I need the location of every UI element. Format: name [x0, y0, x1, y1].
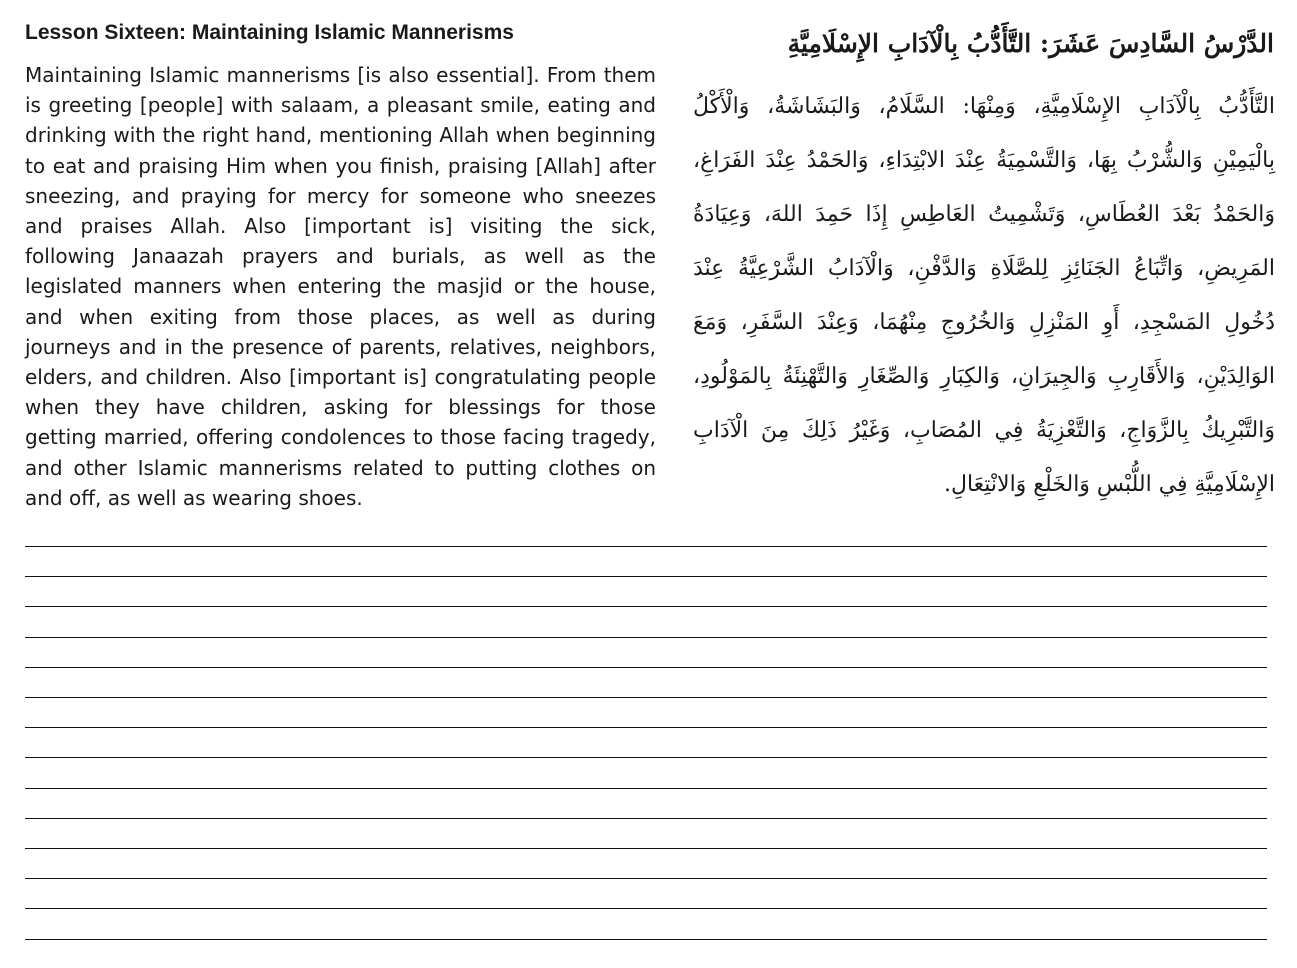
english-lesson-title: Lesson Sixteen: Maintaining Islamic Mannerisms: [25, 21, 514, 44]
writing-line: [25, 818, 1267, 819]
writing-line: [25, 697, 1267, 698]
writing-line: [25, 727, 1267, 728]
writing-line: [25, 667, 1267, 668]
writing-line: [25, 637, 1267, 638]
writing-line: [25, 576, 1267, 577]
writing-line: [25, 606, 1267, 607]
arabic-lesson-title: الدَّرْسُ السَّادِسَ عَشَرَ: التَّأَدُّبُ بِالْآدَابِ الإِسْلَامِيَّةِ: [787, 29, 1274, 58]
writing-lines: [25, 0, 1267, 968]
writing-line: [25, 788, 1267, 789]
writing-line: [25, 939, 1267, 940]
writing-line: [25, 546, 1267, 547]
writing-line: [25, 878, 1267, 879]
english-lesson-text: Maintaining Islamic mannerisms [is also essential]. From them is greeting [people] with salaam, a pleasant smile, eating and drinking with the right hand, mentioning Allah when beginning to eat and praising Him when you finish, praising [Allah] after sneezing, and praying for mercy for someone who sneezes and praises Allah. Also [important is] visiting the sick, following Janaazah prayers and burials, as well as the legislated manners when entering the masjid or the house, and when exiting from those places, as well as during journeys and in the presence of parents, relatives, neighbors, elders, and children. Also [important is] congratulating people when they have children, asking for blessings for those getting married, offering condolences to those facing tragedy, and other Islamic mannerisms related to putting clothes on and off, as well as wearing shoes.: [25, 63, 656, 510]
arabic-lesson-text: التَّأَدُّبُ بِالْآدَابِ الإِسْلَامِيَّةِ، وَمِنْهَا: السَّلَامُ، وَالبَشَاشَةُ، وَالْأَكْلُ بِالْيَمِيْنِ وَالشُّرْبُ بِهَا، وَالتَّسْمِيَةُ عِنْدَ الابْتِدَاءِ، وَالحَمْدُ عِنْدَ الفَرَاغِ، وَالحَمْدُ بَعْدَ العُطَاسِ، وَتَشْمِيتُ العَاطِسِ إِذَا حَمِدَ اللهَ، وَعِيَادَةُ المَرِيضِ، وَاتِّبَاعُ الجَنَائِزِ لِلصَّلَاةِ وَالدَّفْنِ، وَالْآدَابُ الشَّرْعِيَّةُ عِنْدَ دُخُولِ المَسْجِدِ، أَوِ المَنْزِلِ وَالخُرُوجِ مِنْهُمَا، وَعِنْدَ السَّفَرِ، وَمَعَ الوَالِدَيْنِ، وَالأَقَارِبِ وَالجِيرَانِ، وَالكِبَارِ وَالصِّغَارِ وَالتَّهْنِئَةُ بِالمَوْلُودِ، وَالتَّبْرِيكُ بِالزَّوَاجِ، وَالتَّعْزِيَةُ فِي المُصَابِ، وَغَيْرُ ذَلِكَ مِنَ الْآدَابِ الإِسْلَامِيَّةِ فِي اللُّبْسِ وَالخَلْعِ وَالانْتِعَالِ.: [693, 94, 1275, 497]
writing-line: [25, 908, 1267, 909]
writing-line: [25, 757, 1267, 758]
writing-line: [25, 848, 1267, 849]
